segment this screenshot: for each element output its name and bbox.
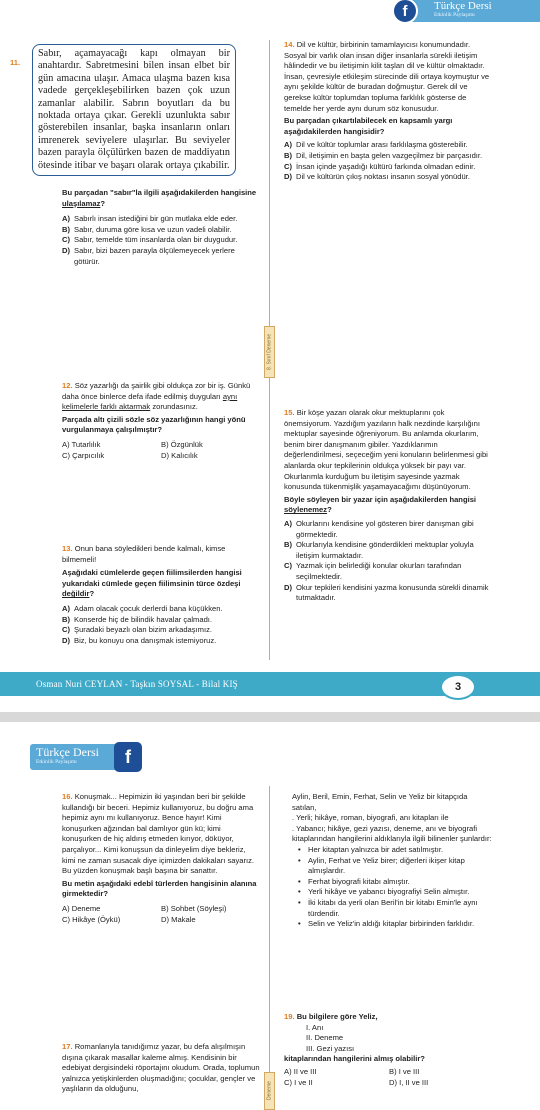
authors-footer: Osman Nuri CEYLAN - Taşkın SOYSAL - Bilal KIŞ [0,672,540,696]
option-a[interactable]: A) Sabırlı insan istediğini bir gün mutlaka elde eder. [62,214,238,224]
question-stem: Bu metin aşağıdaki edebî türlerden hangisinin alanına girmektedir? [62,878,257,899]
option-c[interactable]: C) Şuradaki beyazlı olan bizim arkadaşımız. [62,625,213,635]
answer-options [62,604,260,646]
option-c[interactable]: C) Hikâye (Öykü) [62,914,121,924]
option-c[interactable]: C) Çarpıcılık [62,450,105,460]
question-12 [62,381,260,461]
option-b[interactable]: B) Okurlarıyla kendisine gönderdikleri mektuplar yoluyla iletişim kurmaktadır. [284,540,474,560]
option-a[interactable]: A) Dil ve kültür toplumlar arası farklılaşma gösterebilir. [284,140,468,150]
option-d[interactable]: D) Dil ve kültürün çıkış noktası insanın sosyal yönüdür. [284,172,470,182]
option-b[interactable]: B) Sohbet (Söyleşi) [161,903,227,913]
question-14 [284,40,494,183]
question-text: 17. Romanlarıyla tanıdığımız yazar, bu defa alışılmışın dışına çıkarak masallar kaleme almış. Kendisinin bir edebiyat dergisindeki röportajını okudum. Orada, toplumun yalnızca yetişkinlerden oluşmadığını; çocuklar, gençler ve yaşlıların da olduğunu, [62,1042,260,1094]
option-b[interactable]: B) Sabır, duruma göre kısa ve uzun vadeli olabilir. [62,224,232,234]
column-divider [269,786,270,1110]
list-item: III. Gezi yazısı [306,1043,355,1053]
question-text: 12. Söz yazarlığı da şairlik gibi oldukça zor bir iş. Günkü daha önce binlerce defa ifade edilmiş duyguları aynı kelimelerle farklı aktarmak zorundasınız. [62,381,251,412]
roman-items [284,1023,494,1055]
question-text: 14. Dil ve kültür, birbirinin tamamlayıcısı konumundadır. Sosyal bir varlık olan insan diğer insanlarla sürekli iletişim hâlindedir ve bu iletişimin kilit taşları dil ve kültür olmaktadır. İnsan, çevresiyle etkileşim sürecinde dili ortaya koymuştur ve aynı şekilde kültür de buradan doğmuştur. Gerek dil ve gerekse kültür toplumdan topluma farklılık gösterse de temelde her yerde aynı durum söz konusudur. [284,40,490,113]
option-a[interactable]: A) Tutarlılık [62,439,101,449]
question-19 [284,1012,494,1088]
question-15 [284,408,494,604]
list-item: • Aylin, Ferhat ve Yeliz birer; diğerleri ikişer kitap almışlardır. [298,855,465,876]
option-b[interactable]: B) Konserde hiç de bilindik havalar çalmadı. [62,614,213,624]
option-d[interactable]: D) I, II ve III [389,1077,429,1087]
option-c[interactable]: C) Sabır, temelde tüm insanlarda olan bir duygudur. [62,235,238,245]
info-intro: Aylin, Beril, Emin, Ferhat, Selin ve Yeliz bir kitapçıda satılan, [292,792,468,812]
options-row-2 [62,915,260,926]
list-item: I. Anı [306,1022,324,1032]
option-d[interactable]: D) Biz, bu konuyu ona danışmak istemiyoruz. [62,635,217,645]
question-18-info [292,792,492,930]
facebook-icon: f [392,0,418,24]
question-stem: Bu parçadan çıkartılabilecek en kapsamlı yargı aşağıdakilerden hangisidir? [284,116,453,136]
info-line: . Yerli; hikâye, roman, biyografi, anı kitapları ile [292,813,449,823]
option-b[interactable]: B) Özgünlük [161,439,203,449]
brand-title: Türkçe Dersi [36,745,99,759]
passage-box: Sabır, açamayacağı kapı olmayan bir anahtardır. Sabretmesini bilen insan elbet bir gün amacına ulaşır. Amaca ulaşma bazen kısa vadede gerçekleşebilirken bazen çok uzun zamanlar alabilir. Sabrın boyutları da bu noktada ortaya çıkar. Gerekli uzunlukta sabır gösterebilen insanlar, başka insanların onları imrenerek seviyelere ulaşırlar. Bu seviyeler bazen parayla ölçülürken bazen de maddiyatın ötesinde itibar ve başarı olarak ortaya çıkabilir. [32,44,236,176]
options-row-1 [62,904,260,915]
option-c[interactable]: C) Yazmak için belirlediği konular okurları tarafından seçilmektedir. [284,561,462,581]
options-row-2 [62,451,260,462]
answer-options [62,214,260,267]
brand-title: Türkçe Dersi [434,0,492,12]
option-d[interactable]: D) Kalıcılık [161,450,198,460]
page-gap [0,712,540,722]
question-11 [10,44,260,176]
option-a[interactable]: A) II ve III [284,1066,317,1076]
info-bullets [292,845,492,930]
question-13 [62,544,260,646]
question-16 [62,792,260,925]
option-a[interactable]: A) Okurlarını kendisine yol gösteren birer danışman gibi görmektedir. [284,518,474,539]
question-text: 15. Bir köşe yazarı olarak okur mektuplarını çok önemsiyorum. Yazdığım yazıların halk nezdinde karşılığını mektuplar sayesinde öğreniyorum. Bu anlamda okurlarım, benim birer danışmanım gibiler. Yazdıklarımın değerlendirilmesi, seçeceğim yeni konuların belirlenmesi gibi alanlarda okur tepkilerinin oldukça yüksek bir payı var. Okurlarımla kurduğum bu iletişim sayesinde yazmak konusunda tükenmişlik yaşamayacağımı düşünüyorum. [284,408,488,492]
question-stem: Aşağıdaki cümlelerde geçen fiilimsilerden hangisi yukarıdaki cümlede geçen fiilimsinin türce özdeşi değildir? [62,568,242,599]
list-item: • İki kitabı da yerli olan Beril'in bir kitabı Emin'le aynı türdendir. [298,897,478,918]
options-row-2 [284,1078,494,1089]
option-d[interactable]: D) Okur tepkileri kendisini yazma konusunda sürekli dinamik tutmaktadır. [284,582,489,603]
list-item: • Selin ve Yeliz'in aldığı kitaplar birbirinden farklıdır. [298,919,475,929]
list-item: • Ferhat biyografi kitabı almıştır. [298,876,410,886]
question-stem: Böyle söyleyen bir yazar için aşağıdakilerden hangisi söylenemez? [284,494,477,515]
options-row-1 [284,1067,494,1078]
option-d[interactable]: D) Sabır, bizi bazen parayla ölçülemeyecek yerlere götürür. [62,246,235,266]
list-item: • Her kitaptan yalnızca bir adet satılmıştır. [298,844,444,854]
page-4 [0,722,540,1110]
question-number: 11. [10,58,21,67]
exam-side-tag: 8. Sınıf Deneme [264,326,275,378]
answer-options [284,140,494,182]
option-d[interactable]: D) Makale [161,914,196,924]
option-a[interactable]: A) Deneme [62,903,101,913]
question-stem: Bu parçadan "sabır"la ilgili aşağıdakilerden hangisine ulaşılamaz? [62,188,257,208]
brand-badge [400,0,540,22]
info-line: . Yabancı; hikâye, gezi yazısı, deneme, anı ve biyografi kitaplarından hangilerini aldıklarıyla ilgili bilinenler şunlardır: [292,823,492,844]
left-column [10,44,260,267]
list-item: II. Deneme [306,1033,344,1043]
option-a[interactable]: A) Adam olacak çocuk derlerdi bana küçükken. [62,603,223,613]
question-stem: 19. Bu bilgilere göre Yeliz, [284,1012,378,1021]
brand-subtitle: Etkinlik Paylaşımı [36,759,77,765]
question-stem: Parçada altı çizili sözle söz yazarlığının hangi yönü vurgulanmaya çalışılmıştır? [62,414,246,435]
option-b[interactable]: B) Dil, iletişimin en başta gelen vazgeçilmez bir parçasıdır. [284,150,483,160]
answer-options [284,519,494,604]
page-number: 3 [440,674,476,700]
question-prompt: kitaplarından hangilerini almış olabilir? [284,1054,425,1064]
option-b[interactable]: B) I ve III [389,1066,420,1076]
options-row-1 [62,440,260,451]
question-text: 13. Onun bana söyledikleri bende kalmalı, kimse bilmemeli! [62,544,226,564]
brand-subtitle: Etkinlik Paylaşımı [434,12,475,18]
exam-side-tag: Deneme [264,1072,275,1110]
option-c[interactable]: C) I ve II [284,1077,313,1087]
option-c[interactable]: C) İnsan içinde yaşadığı kültürü farkında olmadan edinir. [284,161,476,171]
facebook-icon: f [114,742,142,772]
question-17 [62,1042,260,1095]
list-item: • Yerli hikâye ve yabancı biyografiyi Selin almıştır. [298,887,470,897]
question-text: 16. Konuşmak... Hepimizin iki yaşından beri bir şekilde kullandığı bir beceri. Hepimiz kullanıyoruz, bu doğru ama hepimiz aynı mı kullanıyoruz. Bence hayır! Kimi konuşurken ağzından bal damlıyor gün kü; kimi konuşurken de hiç aldırış etmeden kırıyor, döküyor, parçalıyor... Kimi konuşsun da dinleyelim diye bekleriz, kimi ne zaman susacak diye içimizden dakikaları sayarız. Bu yüzden konuşmak başlı başına bir sanattır. [62,792,255,876]
